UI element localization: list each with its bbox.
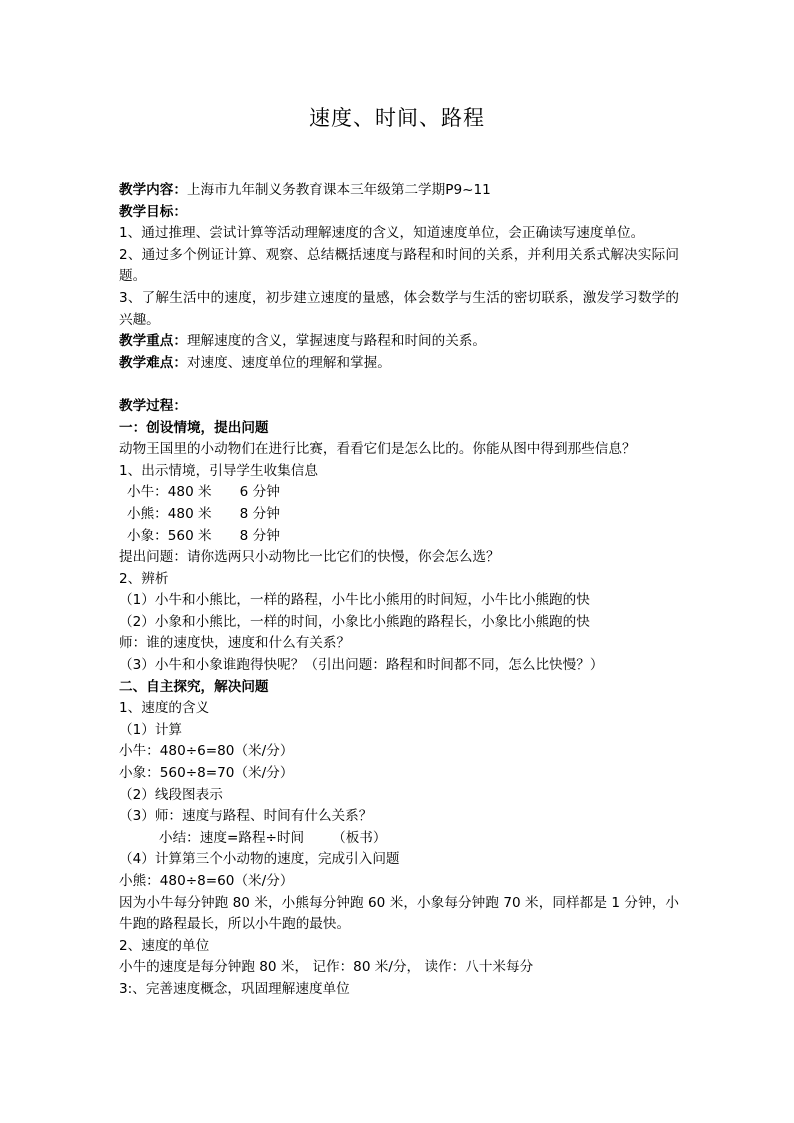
difficulty-label: 教学难点： (119, 354, 187, 371)
analysis-line: （2）小象和小熊比，一样的时间，小象比小熊跑的路程长，小象比小熊跑的快 (119, 613, 590, 630)
question-line: 提出问题：请你选两只小动物比一比它们的快慢，你会怎么选？ (119, 549, 500, 566)
summary-text: 小结：速度=路程÷时间 (159, 829, 305, 846)
unit-line: 小牛的速度是每分钟跑 80 米， 记作：80 米/分， 读作：八十米每分 (119, 959, 534, 976)
process-label: 教学过程： (119, 397, 187, 414)
calc-line: 小熊：480÷8=60（米/分） (119, 873, 294, 889)
teaching-content-text: 上海市九年制义务教育课本三年级第二学期P9~11 (186, 182, 491, 198)
explain-paragraph: 因为小牛每分钟跑 80 米，小熊每分钟跑 60 米，小象每分钟跑 70 米，同样都是 1 分钟，小牛跑的路程最长，所以小牛跑的最快。 (119, 894, 679, 933)
step-heading: 1、出示情境，引导学生收集信息 (119, 462, 318, 479)
calc-line: 小牛：480÷6=80（米/分） (119, 743, 294, 760)
board-note: （板书） (332, 829, 387, 846)
relation-question: （3）师：速度与路程、时间有什么关系？ (119, 808, 373, 825)
subsection-heading: 3:、完善速度概念，巩固理解速度单位 (119, 980, 350, 997)
subsection-heading: 1、速度的含义 (119, 700, 210, 717)
animal-time: 8 分钟 (239, 527, 280, 544)
animal-distance: 480 米 (167, 505, 212, 522)
step-heading: 2、辨析 (119, 570, 169, 587)
animal-time: 6 分钟 (239, 484, 280, 501)
animal-row (119, 504, 679, 526)
animal-distance: 560 米 (167, 527, 212, 544)
calc-label: （1）计算 (119, 721, 183, 738)
animal-name: 小象： (127, 527, 168, 544)
animal-row (119, 482, 679, 504)
graph-line: （2）线段图表示 (119, 786, 223, 803)
analysis-line: （1）小牛和小熊比，一样的路程，小牛比小熊用的时间短，小牛比小熊跑的快 (119, 592, 590, 609)
key-point-text: 理解速度的含义，掌握速度与路程和时间的关系。 (186, 333, 487, 350)
analysis-line: （3）小牛和小象谁跑得快呢？（引出问题：路程和时间都不同，怎么比快慢？） (119, 657, 604, 674)
spacer (119, 374, 679, 396)
objective-item: 3、了解生活中的速度，初步建立速度的量感，体会数学与生活的密切联系，激发学习数学的兴趣。 (119, 289, 679, 328)
intro-paragraph: 动物王国里的小动物们在进行比赛，看看它们是怎么比的。你能从图中得到那些信息？ (119, 441, 636, 458)
document-title: 速度、时间、路程 (309, 106, 485, 130)
analysis-line: 师：谁的速度快，速度和什么有关系？ (119, 635, 351, 652)
animal-row (119, 526, 679, 548)
calc-line: 小象：560÷8=70（米/分） (119, 765, 294, 782)
animal-distance: 480 米 (167, 484, 212, 501)
subsection-heading: 2、速度的单位 (119, 937, 210, 954)
difficulty-text: 对速度、速度单位的理解和掌握。 (186, 354, 391, 371)
key-point (119, 331, 679, 353)
teaching-content (119, 180, 679, 202)
animal-name: 小熊： (127, 505, 168, 522)
objectives-label: 教学目标： (119, 203, 187, 220)
difficulty (119, 353, 679, 375)
objective-item: 2、通过多个例证计算、观察、总结概括速度与路程和时间的关系，并利用关系式解决实际问题。 (119, 246, 679, 285)
document-body (119, 180, 679, 1001)
teaching-content-label: 教学内容： (119, 182, 187, 198)
summary-line (119, 828, 679, 850)
third-calc-heading: （4）计算第三个小动物的速度，完成引入问题 (119, 851, 400, 868)
key-point-label: 教学重点： (119, 333, 187, 350)
objective-item: 1、通过推理、尝试计算等活动理解速度的含义，知道速度单位，会正确读写速度单位。 (119, 225, 645, 242)
section-heading: 一：创设情境，提出问题 (119, 419, 269, 436)
animal-time: 8 分钟 (239, 505, 280, 522)
section-heading: 二、自主探究，解决问题 (119, 678, 269, 695)
animal-name: 小牛： (127, 484, 168, 501)
